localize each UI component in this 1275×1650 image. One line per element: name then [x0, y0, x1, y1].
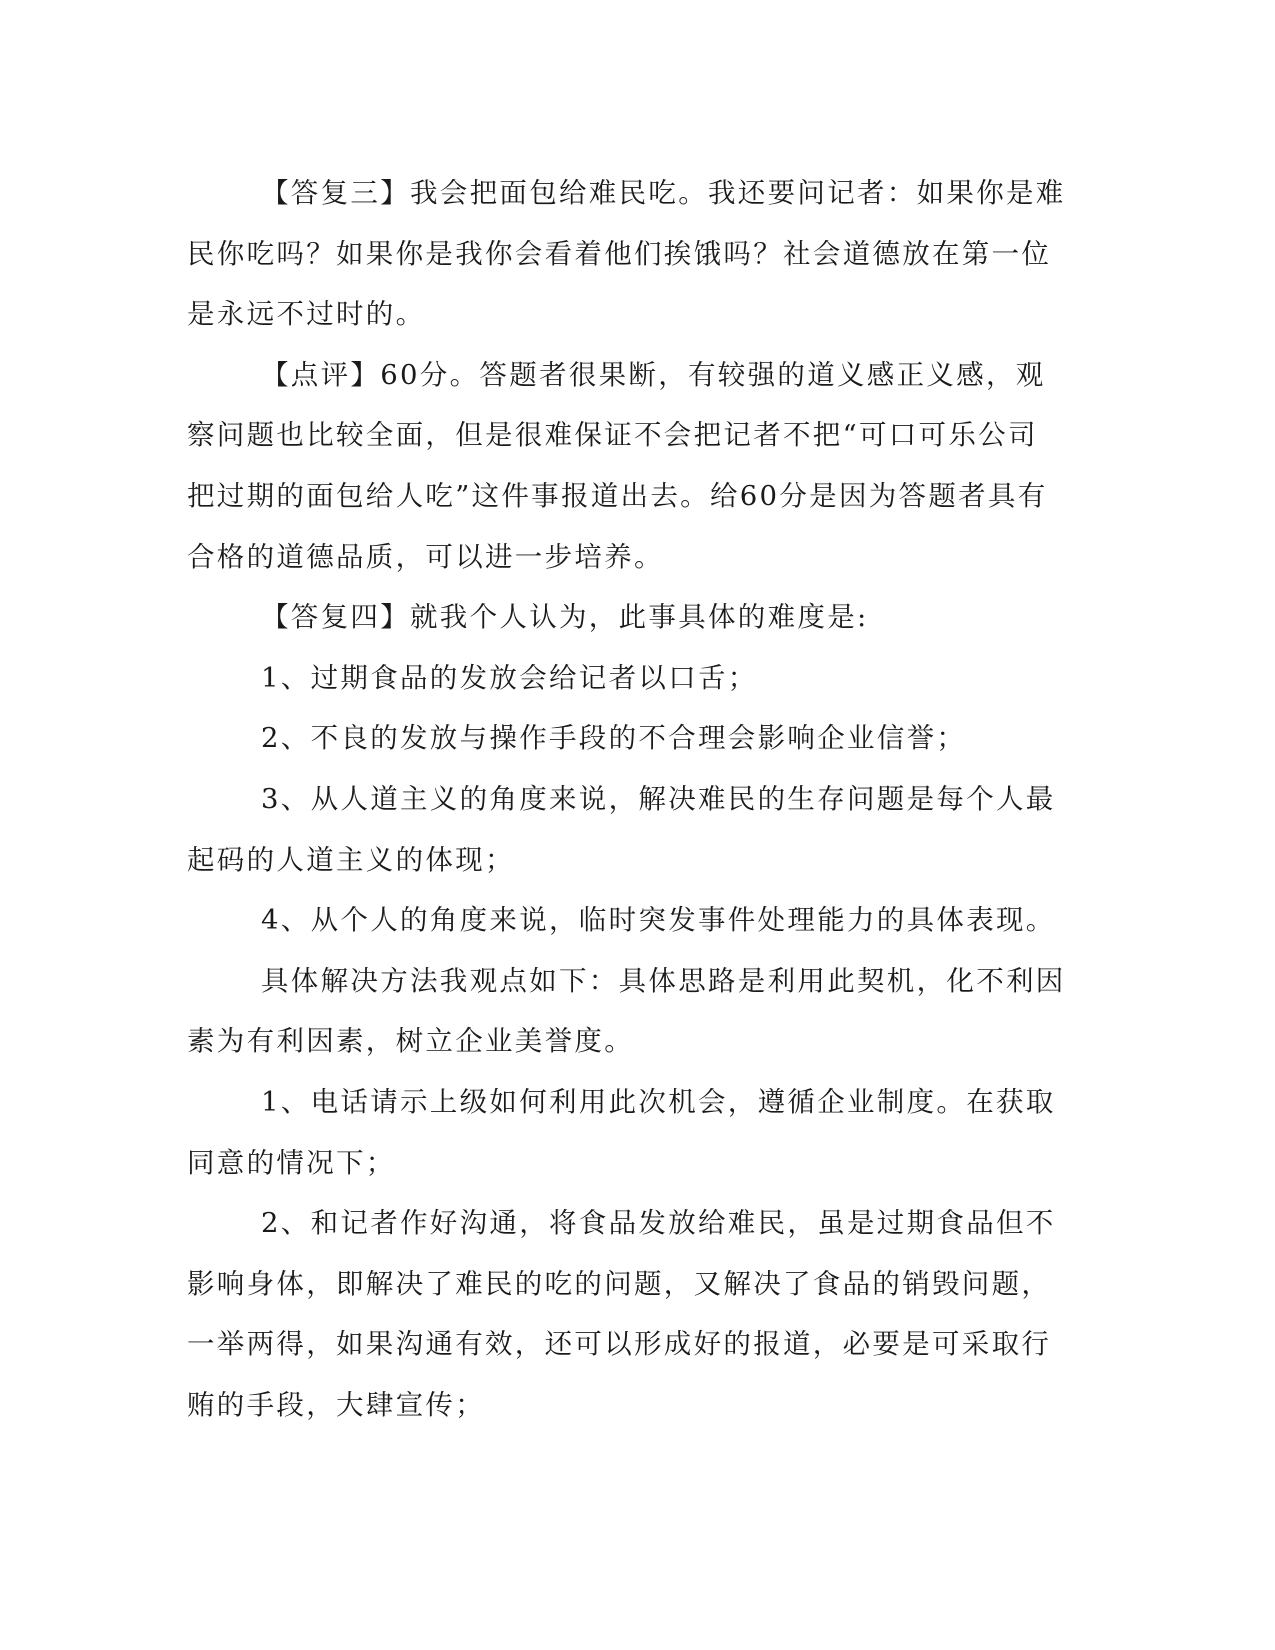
- paragraph-review: 【点评】60分。答题者很果断，有较强的道义感正义感，观察问题也比较全面，但是很难保证不会把记者不把“可口可乐公司把过期的面包给人吃”这件事报道出去。给60分是因为答题者具有合格的道德品质，可以进一步培养。: [187, 358, 1048, 573]
- list-item-difficulty-4: 4、从个人的角度来说，临时突发事件处理能力的具体表现。: [261, 904, 1056, 937]
- paragraph-answer-four: 【答复四】就我个人认为，此事具体的难度是:: [261, 601, 869, 634]
- paragraph-solution-intro: 具体解决方法我观点如下：具体思路是利用此契机，化不利因素为有利因素，树立企业美誉度。: [187, 964, 1066, 1058]
- list-item-solution-1: 1、电话请示上级如何利用此次机会，遵循企业制度。在获取同意的情况下；: [187, 1085, 1056, 1179]
- paragraph-answer-three: 【答复三】我会把面包给难民吃。我还要问记者：如果你是难民你吃吗？如果你是我你会看着他们挨饿吗？社会道德放在第一位是永远不过时的。: [187, 177, 1066, 331]
- list-item-difficulty-3: 3、从人道主义的角度来说，解决难民的生存问题是每个人最起码的人道主义的体现；: [187, 782, 1056, 876]
- list-item-difficulty-2: 2、不良的发放与操作手段的不合理会影响企业信誉；: [261, 722, 967, 755]
- list-item-difficulty-1: 1、过期食品的发放会给记者以口舌；: [261, 661, 758, 694]
- list-item-solution-2: 2、和记者作好沟通，将食品发放给难民，虽是过期食品但不影响身体，即解决了难民的吃的问题，又解决了食品的销毁问题，一举两得，如果沟通有效，还可以形成好的报道，必要是可采取行贿的手段，大肆宣传；: [187, 1207, 1056, 1421]
- document-body: [187, 163, 1067, 1435]
